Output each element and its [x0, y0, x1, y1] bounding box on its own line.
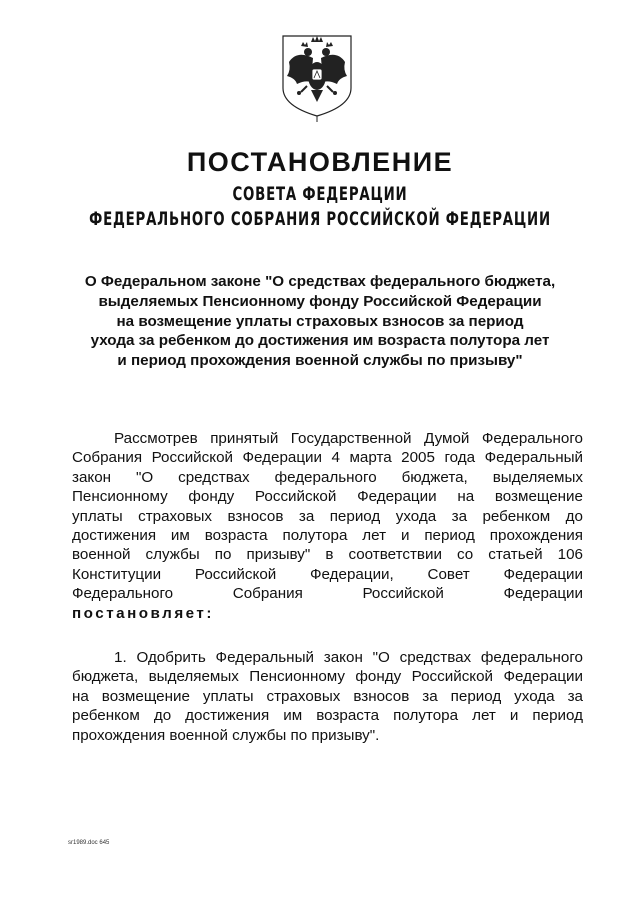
paragraph-line: закон "О средствах федерального бюджета, выделяемых	[72, 468, 583, 486]
paragraph-line: на возмещение уплаты страховых взносов за период ухода за	[72, 687, 583, 705]
file-code: sr1989.doc 645	[68, 840, 110, 846]
issuer-line-1: СОВЕТА ФЕДЕРАЦИИ	[232, 183, 408, 205]
paragraph-line: 1. Одобрить Федеральный закон "О средствах федерального	[114, 649, 583, 666]
paragraph-line: достижения им возраста полутора лет и период прохождения	[72, 527, 583, 545]
body-paragraph-1	[72, 429, 583, 623]
document-subject	[60, 272, 580, 371]
subject-line: и период прохождения военной службы по призыву"	[117, 352, 523, 370]
paragraph-line: Рассмотрев принятый Государственной Думой Федерального	[114, 430, 583, 447]
paragraph-line: Пенсионному фонду Российской Федерации на возмещение	[72, 488, 583, 506]
subject-line: ухода за ребенком до достижения им возраста полутора лет	[90, 332, 550, 350]
document-title: ПОСТАНОВЛЕНИЕ	[186, 147, 454, 177]
subject-line: выделяемых Пенсионному фонду Российской Федерации	[98, 292, 542, 310]
paragraph-line: Собрания Российской Федерации 4 марта 2005 года Федеральный	[72, 449, 583, 467]
paragraph-line: бюджета, выделяемых Пенсионному фонду Российской Федерации	[72, 668, 583, 686]
paragraph-line: военной службы по призыву" в соответствии со статьей 106	[72, 546, 583, 564]
subject-line: О Федеральном законе "О средствах федерального бюджета,	[84, 273, 556, 290]
russian-coat-of-arms-icon	[277, 32, 357, 122]
paragraph-line: ребенком до достижения им возраста полутора лет и период	[72, 707, 583, 725]
paragraph-line: уплаты страховых взносов за период ухода за ребенком до	[72, 507, 583, 525]
paragraph-line: Конституции Российской Федерации, Совет Федерации	[72, 565, 583, 583]
paragraph-line: Федерального Собрания Российской Федерации	[72, 585, 583, 603]
subject-line: на возмещение уплаты страховых взносов за период	[116, 312, 524, 330]
issuer-line-2: ФЕДЕРАЛЬНОГО СОБРАНИЯ РОССИЙСКОЙ ФЕДЕРАЦИИ	[89, 208, 551, 230]
paragraph-line: прохождения военной службы по призыву".	[72, 726, 380, 744]
resolution-keyword: постановляет:	[72, 604, 214, 622]
body-paragraph-2	[72, 648, 583, 745]
